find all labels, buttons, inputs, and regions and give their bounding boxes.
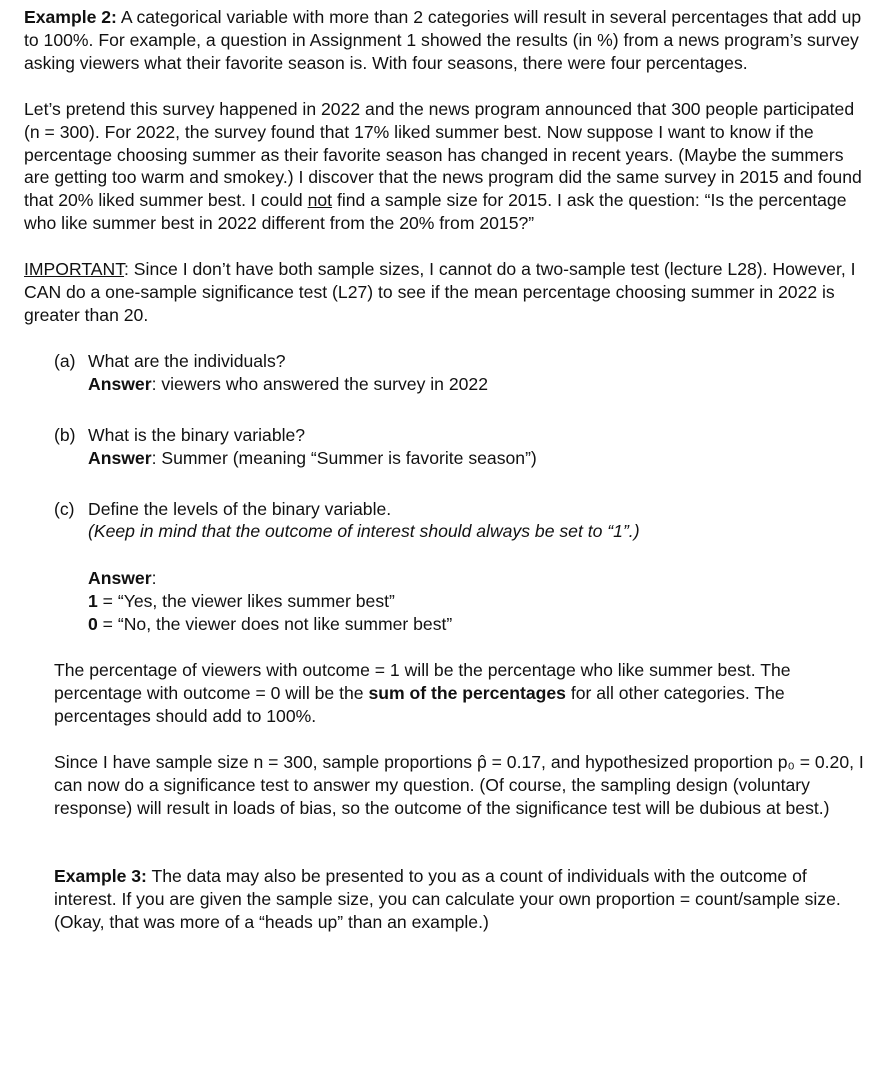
question-c	[54, 498, 864, 637]
question-b-label: (b)	[54, 424, 76, 445]
document-page	[24, 6, 864, 934]
answer-c-heading: Answer:	[88, 568, 157, 589]
level-1-definition	[88, 590, 864, 613]
scenario-text-part2: find a sample size for 2015. I ask the question: “Is the percentage who like summer best in 2022 different from the 20% from 2015?”	[24, 190, 847, 234]
example-3-text: The data may also be presented to you as a count of individuals with the outcome of interest. If you are given the sample size, you can calculate your own proportion = count/sample size. (Okay, that was more of a “heads up” than an example.)	[54, 866, 841, 933]
answer-a-text: : viewers who answered the survey in 2022	[151, 373, 488, 394]
scenario-text-part1: Let’s pretend this survey happened in 2022 and the news program announced that 300 people participated (n = 300). For 2022, the survey found that 17% liked summer best. Now suppose I want to know if the percentage choosing summer as their favorite season has changed in recent years. (Maybe the summers are getting too warm and smokey.) I discover that the news program did the same survey in 2015 and found that 20% liked summer best. I could	[24, 98, 862, 211]
survey-scenario-paragraph	[24, 98, 864, 235]
question-c-note: (Keep in mind that the outcome of interest should always be set to “1”.)	[88, 521, 640, 542]
answer-b-text: : Summer (meaning “Summer is favorite season”)	[151, 447, 537, 468]
important-text: : Since I don’t have both sample sizes, I cannot do a two-sample test (lecture L28). However, I CAN do a one-sample significance test (L27) to see if the mean percentage choosing summer in 2022 is greater than 20.	[24, 259, 856, 325]
sample-size-paragraph	[54, 751, 864, 820]
sample-size-text: Since I have sample size n = 300, sample proportions p̂ = 0.17, and hypothesized proportion p₀ = 0.20, I can now do a significance test to answer my question. (Of course, the sampling design (voluntary response) will result in loads of bias, so the outcome of the significance test will be dubious at best.)	[54, 751, 864, 818]
example-3-heading: Example 3:	[54, 866, 147, 887]
level-0-text: = “No, the viewer does not like summer best”	[97, 614, 453, 635]
question-b-text: What is the binary variable?	[88, 424, 306, 445]
answer-b	[54, 447, 864, 470]
example-3-paragraph	[54, 865, 864, 934]
example-2-paragraph	[24, 6, 864, 75]
question-a	[54, 350, 864, 396]
question-list	[24, 350, 864, 934]
outcome-bold: sum of the percentages	[368, 682, 566, 703]
question-a-label: (a)	[54, 350, 76, 371]
answer-c-label: Answer	[88, 568, 152, 589]
answer-b-label: Answer	[88, 447, 152, 468]
example-2-intro: A categorical variable with more than 2 categories will result in several percentages that add up to 100%. For example, a question in Assignment 1 showed the results (in %) from a news program’s survey asking viewers what their favorite season is. With four seasons, there were four percentages.	[24, 7, 862, 73]
level-0-definition	[88, 613, 864, 636]
question-b	[54, 424, 864, 470]
important-label: IMPORTANT	[24, 259, 125, 280]
outcome-paragraph	[54, 659, 864, 728]
answer-a	[54, 373, 864, 396]
question-c-text: Define the levels of the binary variable.	[88, 498, 392, 519]
outcome-text-part1: The percentage of viewers with outcome = 1 will be the percentage who like summer best. The percentage with outcome = 0 will be the	[54, 660, 791, 703]
level-1-key: 1	[88, 591, 98, 612]
answer-c	[54, 567, 864, 636]
example-2-heading: Example 2:	[24, 7, 117, 27]
outcome-text-part2: for all other categories. The percentages should add to 100%.	[54, 682, 785, 726]
question-a-text: What are the individuals?	[88, 350, 286, 371]
scenario-not-underlined: not	[307, 190, 333, 211]
level-0-key: 0	[88, 614, 98, 635]
important-paragraph	[24, 258, 864, 327]
answer-a-label: Answer	[88, 373, 152, 394]
question-c-label: (c)	[54, 498, 75, 519]
level-1-text: = “Yes, the viewer likes summer best”	[97, 591, 395, 612]
